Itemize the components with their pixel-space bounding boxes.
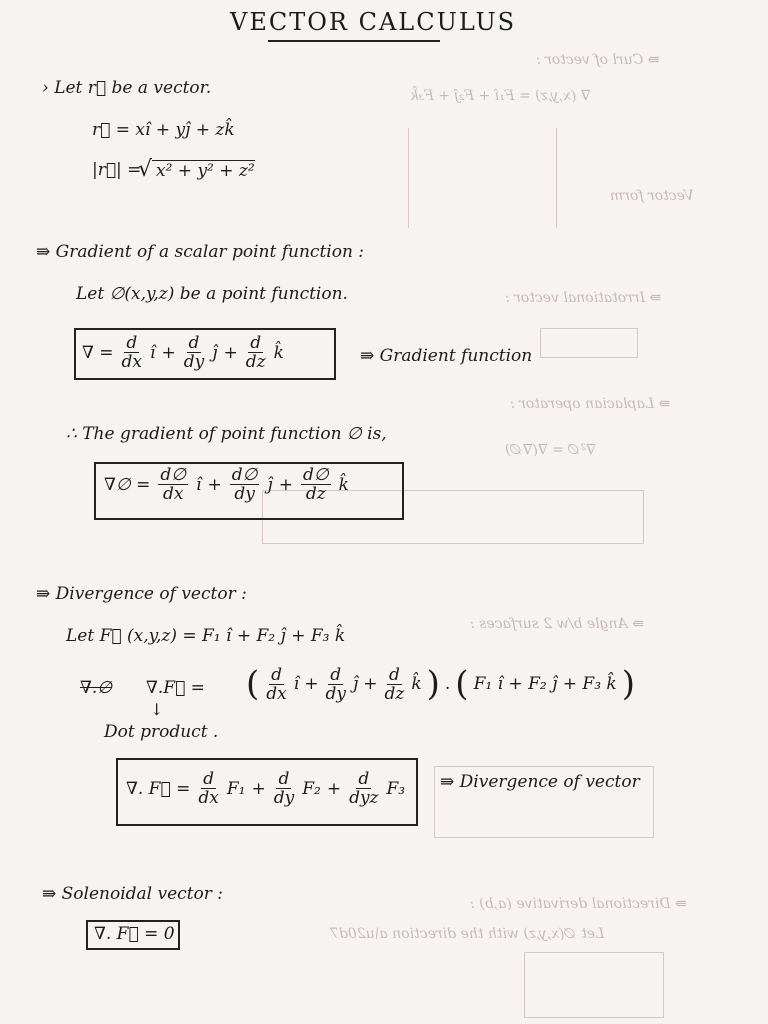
grad-phi-lhs: ∇∅ =: [104, 474, 151, 495]
d-dz-fraction: [349, 770, 378, 807]
magnitude-radicand: [138, 157, 255, 182]
denominator: dy: [183, 352, 205, 372]
unit-i: î: [196, 474, 202, 495]
dphi-dz-fraction: [301, 466, 331, 503]
gradient-of-phi: [104, 466, 349, 503]
numerator: d: [188, 333, 200, 353]
solenoidal-equation: ∇. F⃗ = 0: [94, 924, 175, 944]
numerator: d: [126, 333, 138, 353]
denominator: dz: [305, 484, 326, 504]
unit-j: ĵ: [267, 474, 273, 495]
numerator: d: [271, 664, 282, 685]
nabla-lhs: ∇ =: [82, 342, 114, 363]
nabla-definition: [82, 334, 284, 371]
magnitude-lhs: |r⃗| =: [92, 160, 142, 180]
bleed-through-line: [408, 128, 409, 228]
component-F2: F₂: [302, 778, 321, 799]
unit-k: k̂: [338, 474, 349, 495]
plus-sign: +: [363, 674, 378, 694]
bleed-through-text: ⇛ Laplacian operator :: [510, 396, 671, 412]
denominator: dz: [384, 683, 405, 704]
denominator: dz: [245, 352, 266, 372]
gradient-function-label: ⇛ Gradient function: [360, 346, 533, 366]
numerator: d: [278, 769, 290, 789]
d-dy-fraction: [274, 770, 295, 807]
plus-sign: +: [326, 778, 342, 799]
unit-k: k̂: [411, 674, 422, 694]
numerator: d: [250, 333, 262, 353]
bleed-through-text: ∇ (x,y,z) = F₁î + F₂ĵ + F₃k̂: [410, 88, 591, 104]
bleed-through-text: ⇛ Irrotational vector :: [505, 290, 662, 306]
unit-j: ĵ: [212, 342, 218, 363]
bleed-through-text: ⇛ Directional derivative (a,b) :: [470, 896, 687, 912]
numerator: d∅: [302, 465, 329, 485]
divergence-formula: [126, 770, 405, 807]
struck-expression: ∇.∅: [80, 678, 113, 698]
gradient-heading: ⇛ Gradient of a scalar point function :: [36, 242, 365, 262]
gradient-therefore-line: ∴ The gradient of point function ∅ is,: [66, 424, 387, 444]
d-dy-fraction: [184, 334, 205, 371]
sqrt-sign: √: [138, 157, 153, 182]
bleed-through-line: [556, 128, 557, 228]
open-paren: (: [246, 664, 260, 704]
close-paren: ): [426, 664, 440, 704]
plus-sign: +: [207, 474, 222, 495]
divergence-let-line: Let F⃗ (x,y,z) = F₁ î + F₂ ĵ + F₃ k̂: [66, 626, 346, 646]
d-dz-fraction: [246, 334, 266, 371]
denominator: dyz: [349, 788, 379, 808]
page-title: VECTOR CALCULUS: [230, 8, 517, 36]
divergence-heading: ⇛ Divergence of vector :: [36, 584, 247, 604]
plus-sign: +: [304, 674, 319, 694]
solenoidal-heading: ⇛ Solenoidal vector :: [42, 884, 224, 904]
d-dx-fraction: [266, 666, 286, 703]
numerator: d∅: [231, 465, 258, 485]
close-paren: ): [621, 664, 635, 704]
down-arrow: ↓: [150, 700, 164, 719]
bleed-through-text: Vector form: [610, 188, 694, 204]
numerator: d: [358, 769, 370, 789]
div-box-lhs: ∇. F⃗ =: [126, 778, 191, 799]
divergence-label: ⇛ Divergence of vector: [440, 772, 640, 792]
bleed-through-text: ∇²∅ = ∇(∇∅): [505, 442, 596, 458]
denominator: dy: [273, 788, 295, 808]
bleed-through-box: [540, 328, 638, 358]
intro-line: › Let r⃗ be a vector.: [42, 78, 212, 98]
denominator: dy: [325, 683, 346, 704]
component-F1: F₁: [226, 778, 246, 799]
position-vector-equation: r⃗ = xî + yĵ + zk̂: [92, 120, 235, 140]
bleed-through-text: Let ∅(x,y,z) with the direction a\u20d7: [330, 926, 605, 942]
vector-F-components: F₁ î + F₂ ĵ + F₃ k̂: [473, 674, 617, 694]
dot-product-note: Dot product .: [104, 722, 219, 742]
d-dz-fraction: [384, 666, 404, 703]
denominator: dx: [198, 788, 219, 808]
unit-j: ĵ: [352, 674, 359, 694]
div-lhs: ∇.F⃗ =: [146, 678, 205, 698]
dot-operator: .: [444, 674, 451, 694]
unit-k: k̂: [273, 342, 284, 363]
numerator: d: [388, 664, 400, 685]
open-paren: (: [455, 664, 469, 704]
plus-sign: +: [223, 342, 238, 363]
gradient-let-line: Let ∅(x,y,z) be a point function.: [76, 284, 348, 304]
magnitude-expression: x² + y² + z²: [156, 161, 255, 181]
title-underline: [268, 40, 440, 42]
dphi-dx-fraction: [158, 466, 188, 503]
unit-i: î: [150, 342, 156, 363]
unit-i: î: [293, 674, 300, 694]
denominator: dx: [121, 352, 143, 372]
div-operator-expansion: [246, 664, 635, 704]
numerator: d: [330, 664, 342, 685]
denominator: dx: [162, 484, 184, 504]
d-dx-fraction: [198, 770, 218, 807]
numerator: d: [203, 769, 215, 789]
component-F3: F₃: [386, 778, 406, 799]
plus-sign: +: [278, 474, 293, 495]
plus-sign: +: [161, 342, 176, 363]
d-dy-fraction: [325, 666, 346, 703]
denominator: dy: [234, 484, 255, 504]
dphi-dy-fraction: [230, 466, 260, 503]
bleed-through-text: ⇛ Curl of vector :: [536, 52, 660, 68]
bleed-through-box: [524, 952, 664, 1018]
denominator: dx: [266, 683, 287, 704]
d-dx-fraction: [122, 334, 142, 371]
plus-sign: +: [251, 778, 266, 799]
bleed-through-text: ⇛ Angle b/w 2 surfaces :: [470, 616, 644, 632]
numerator: d∅: [160, 465, 187, 485]
